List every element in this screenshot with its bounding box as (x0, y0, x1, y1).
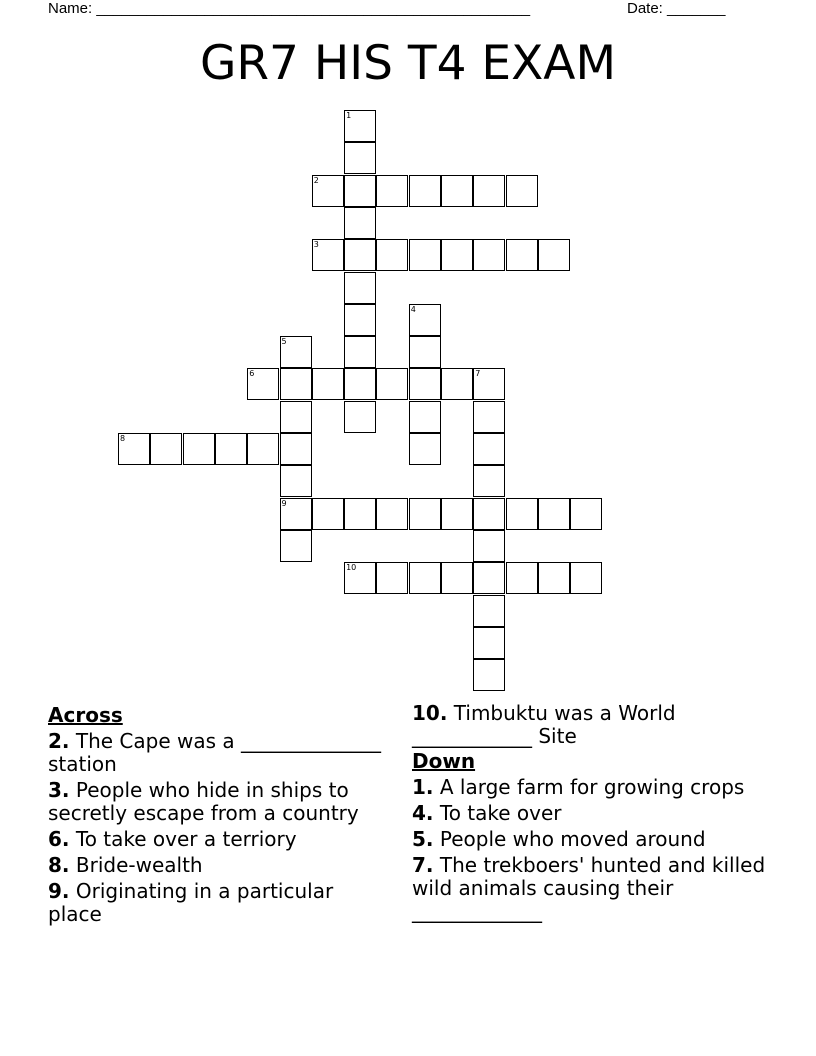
grid-cell[interactable] (473, 562, 505, 594)
clue-down-4: 4. To take over (412, 801, 562, 825)
grid-cell[interactable] (506, 239, 538, 271)
clue-across-8: 8. Bride-wealth (48, 853, 203, 877)
grid-cell[interactable] (538, 239, 570, 271)
grid-cell[interactable] (344, 304, 376, 336)
across-heading: Across (48, 703, 123, 727)
grid-cell[interactable] (473, 401, 505, 433)
grid-cell[interactable] (280, 498, 312, 530)
grid-cell[interactable] (118, 433, 150, 465)
grid-cell[interactable] (344, 336, 376, 368)
grid-cell[interactable] (409, 336, 441, 368)
grid-cell[interactable] (473, 368, 505, 400)
grid-cell[interactable] (409, 433, 441, 465)
grid-cell[interactable] (280, 433, 312, 465)
grid-cell[interactable] (247, 368, 279, 400)
cell-number: 9 (281, 498, 287, 508)
grid-cell[interactable] (409, 368, 441, 400)
grid-cell[interactable] (344, 272, 376, 304)
grid-cell[interactable] (280, 368, 312, 400)
grid-cell[interactable] (215, 433, 247, 465)
grid-cell[interactable] (473, 465, 505, 497)
grid-cell[interactable] (344, 368, 376, 400)
grid-cell[interactable] (409, 304, 441, 336)
grid-cell[interactable] (280, 465, 312, 497)
grid-cell[interactable] (344, 142, 376, 174)
name-field-label[interactable]: Name: ____________________________________________________ (48, 0, 531, 17)
grid-cell[interactable] (280, 336, 312, 368)
grid-cell[interactable] (344, 401, 376, 433)
grid-cell[interactable] (473, 498, 505, 530)
grid-cell[interactable] (409, 175, 441, 207)
clue-down-7: 7. The trekboers' hunted and killed wild animals causing their _____________ (412, 853, 766, 923)
grid-cell[interactable] (473, 239, 505, 271)
cell-number: 5 (281, 337, 287, 347)
grid-cell[interactable] (538, 498, 570, 530)
grid-cell[interactable] (150, 433, 182, 465)
clue-down-5: 5. People who moved around (412, 827, 706, 851)
clue-across-9: 9. Originating in a particular place (48, 879, 334, 926)
cell-number: 4 (410, 304, 416, 314)
grid-cell[interactable] (506, 562, 538, 594)
grid-cell[interactable] (473, 175, 505, 207)
grid-cell[interactable] (473, 659, 505, 691)
cell-number: 6 (249, 369, 255, 379)
grid-cell[interactable] (183, 433, 215, 465)
grid-cell[interactable] (280, 530, 312, 562)
grid-cell[interactable] (312, 368, 344, 400)
clue-across-2: 2. The Cape was a ______________ station (48, 729, 382, 776)
clues-column-right (412, 702, 767, 923)
cell-number: 1 (346, 111, 352, 120)
grid-cell[interactable] (441, 239, 473, 271)
cell-number: 7 (475, 369, 481, 379)
grid-cell[interactable] (473, 627, 505, 659)
grid-cell[interactable] (312, 239, 344, 271)
grid-cell[interactable] (473, 433, 505, 465)
cell-number: 10 (346, 563, 357, 573)
grid-cell[interactable] (312, 498, 344, 530)
grid-cell[interactable] (376, 562, 408, 594)
grid-cell[interactable] (376, 239, 408, 271)
grid-cell[interactable] (409, 239, 441, 271)
grid-cell[interactable] (376, 175, 408, 207)
grid-cell[interactable] (441, 562, 473, 594)
grid-cell[interactable] (376, 498, 408, 530)
grid-cell[interactable] (344, 207, 376, 239)
grid-cell[interactable] (473, 530, 505, 562)
grid-cell[interactable] (506, 175, 538, 207)
grid-cell[interactable] (344, 498, 376, 530)
grid-cell[interactable] (473, 595, 505, 627)
grid-cell[interactable] (506, 498, 538, 530)
page-title: GR7 HIS T4 EXAM (199, 36, 617, 91)
grid-cell[interactable] (441, 498, 473, 530)
grid-cell[interactable] (344, 175, 376, 207)
grid-cell[interactable] (344, 562, 376, 594)
grid-cell[interactable] (538, 562, 570, 594)
grid-cell[interactable] (312, 175, 344, 207)
cell-number: 3 (313, 240, 319, 250)
grid-cell[interactable] (344, 110, 376, 142)
grid-cell[interactable] (247, 433, 279, 465)
clue-down-1: 1. A large farm for growing crops (412, 775, 745, 799)
cell-number: 2 (313, 175, 319, 185)
cell-number: 8 (120, 434, 126, 443)
clue-across-6: 6. To take over a terriory (48, 827, 297, 851)
grid-cell[interactable] (344, 239, 376, 271)
clue-across-10: 10. Timbuktu was a World ____________ Site (412, 701, 676, 748)
grid-cell[interactable] (441, 368, 473, 400)
date-field-label[interactable]: Date: _______ (627, 0, 726, 17)
grid-cell[interactable] (409, 562, 441, 594)
down-heading: Down (412, 749, 476, 773)
grid-cell[interactable] (570, 562, 602, 594)
grid-cell[interactable] (409, 498, 441, 530)
clues-column-left (48, 702, 388, 926)
clue-across-3: 3. People who hide in ships to secretly escape from a country (48, 778, 359, 825)
grid-cell[interactable] (280, 401, 312, 433)
grid-cell[interactable] (570, 498, 602, 530)
grid-cell[interactable] (376, 368, 408, 400)
grid-cell[interactable] (409, 401, 441, 433)
grid-cell[interactable] (441, 175, 473, 207)
